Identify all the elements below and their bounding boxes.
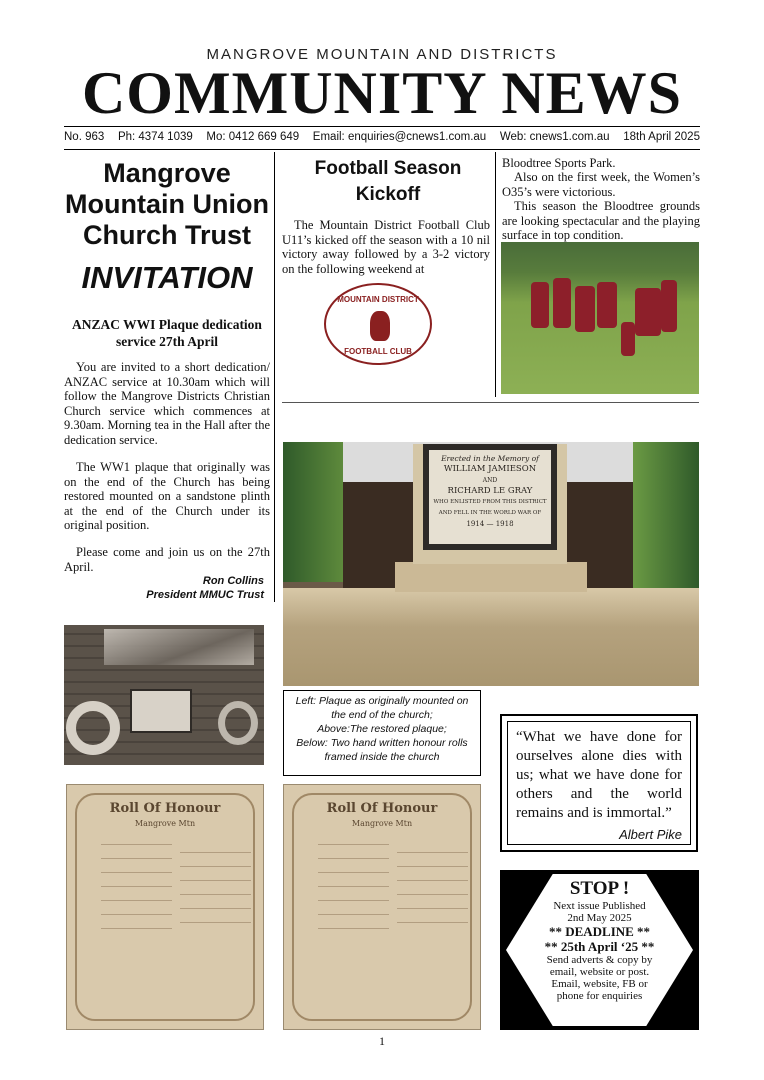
invitation-paragraph-2: The WW1 plaque that originally was on the end of the Church has being restored mounted on a sandstone plinth at the end of the Church under its original position.: [64, 460, 270, 532]
email-address: Email: enquiries@cnews1.com.au: [312, 131, 487, 143]
logo-top-text: MOUNTAIN DISTRICT: [337, 295, 419, 304]
invitation-paragraph-1: You are invited to a short dedication/ ANZAC service at 10.30am which will follow the Mangrove Districts Christian Church service which commences at 9.30am. Morning tea in the Hall after the dedication service.: [64, 360, 270, 447]
honour-roll-2-title: Roll Of Honour: [326, 801, 438, 816]
plaque-inscription: [429, 450, 551, 544]
logo-bottom-text: FOOTBALL CLUB: [344, 347, 412, 356]
stop-line-2: 2nd May 2025: [567, 912, 632, 924]
masthead-subtitle: MANGROVE MOUNTAIN AND DISTRICTS: [206, 46, 558, 63]
invitation-word: INVITATION: [81, 260, 253, 295]
stop-deadline-date: ** 25th April ‘25 **: [544, 939, 655, 954]
section-divider: [282, 402, 699, 403]
invitation-paragraph-3: Please come and join us on the 27th April.: [64, 545, 270, 574]
masthead-rule-top: [64, 126, 700, 127]
honour-roll-1-subtitle: Mangrove Mtn: [134, 819, 196, 828]
honour-roll-2-names: [318, 839, 468, 1019]
issue-date: 18th April 2025: [623, 131, 700, 143]
column-divider-right: [495, 152, 496, 397]
quote-box: [500, 714, 698, 852]
deadline-text: [500, 874, 699, 1002]
info-bar: [64, 131, 700, 143]
plaque-line-1: Erected in the Memory of: [441, 454, 539, 463]
football-club-logo: [324, 283, 432, 365]
stop-line-3: Send adverts & copy by email, website or post.: [546, 954, 653, 978]
issue-number: No. 963: [64, 131, 105, 143]
team-photo: [501, 242, 699, 394]
football-paragraph-3: This season the Bloodtree grounds are looking spectacular and the playing surface in top condition.: [502, 199, 700, 242]
website: Web: cnews1.com.au: [499, 131, 610, 143]
signature-name: Ron Collins: [202, 575, 264, 587]
original-plaque-photo: [64, 625, 264, 765]
honour-roll-2-subtitle: Mangrove Mtn: [351, 819, 413, 828]
plaque-line-7: 1914 — 1918: [466, 520, 514, 528]
honour-roll-2: [283, 784, 481, 1030]
plaque-line-2: WILLIAM JAMIESON: [443, 464, 537, 474]
football-continued: Bloodtree Sports Park.: [502, 156, 616, 170]
honour-roll-1: [66, 784, 264, 1030]
signature-title: President MMUC Trust: [146, 589, 264, 601]
caption-line-3: Below: Two hand written honour rolls framed inside the church: [296, 737, 468, 763]
stop-headline: STOP !: [569, 878, 630, 899]
masthead-title: COMMUNITY NEWS: [81, 60, 683, 126]
caption-line-1: Left: Plaque as originally mounted on the end of the church;: [295, 695, 469, 721]
plaque-line-5: WHO ENLISTED FROM THIS DISTRICT: [433, 499, 547, 505]
football-paragraph-1: The Mountain District Football Club U11’s kicked off the season with a 10 nil victory away followed by a 3-2 victory on the following weekend at: [282, 218, 490, 276]
anzac-subhead: ANZAC WWI Plaque dedication service 27th April: [72, 317, 262, 349]
plaque-line-6: AND FELL IN THE WORLD WAR OF: [438, 510, 542, 516]
quote-author: Albert Pike: [619, 827, 682, 842]
phone-number: Ph: 4374 1039: [117, 131, 193, 143]
stop-line-1: Next issue Published: [553, 900, 646, 912]
honour-roll-1-title: Roll Of Honour: [109, 801, 221, 816]
devil-icon: [370, 311, 390, 341]
photo-caption: [283, 690, 481, 776]
column-divider-left: [274, 152, 275, 602]
page-number: 1: [379, 1034, 385, 1048]
plaque-line-4: RICHARD LE GRAY: [447, 486, 533, 496]
football-title: Football Season Kickoff: [314, 158, 462, 205]
stop-deadline: ** DEADLINE **: [548, 924, 651, 939]
restored-plaque-photo: [283, 442, 699, 686]
honour-roll-1-names: [101, 839, 251, 1019]
masthead-rule-bottom: [64, 149, 700, 150]
stop-line-4: Email, website, FB or phone for enquiries: [551, 978, 648, 1002]
quote-text: “What we have done for ourselves alone dies with us; what we have done for others and the world remains and is immortal.”: [516, 729, 682, 821]
caption-line-2: Above:The restored plaque;: [317, 723, 447, 735]
invitation-title: Mangrove Mountain Union Church Trust: [65, 158, 269, 250]
mobile-number: Mo: 0412 669 649: [206, 131, 300, 143]
football-paragraph-2: Also on the first week, the Women’s O35’s were victorious.: [502, 170, 700, 199]
deadline-notice: [500, 870, 699, 1030]
plaque-line-3: AND: [482, 477, 498, 484]
